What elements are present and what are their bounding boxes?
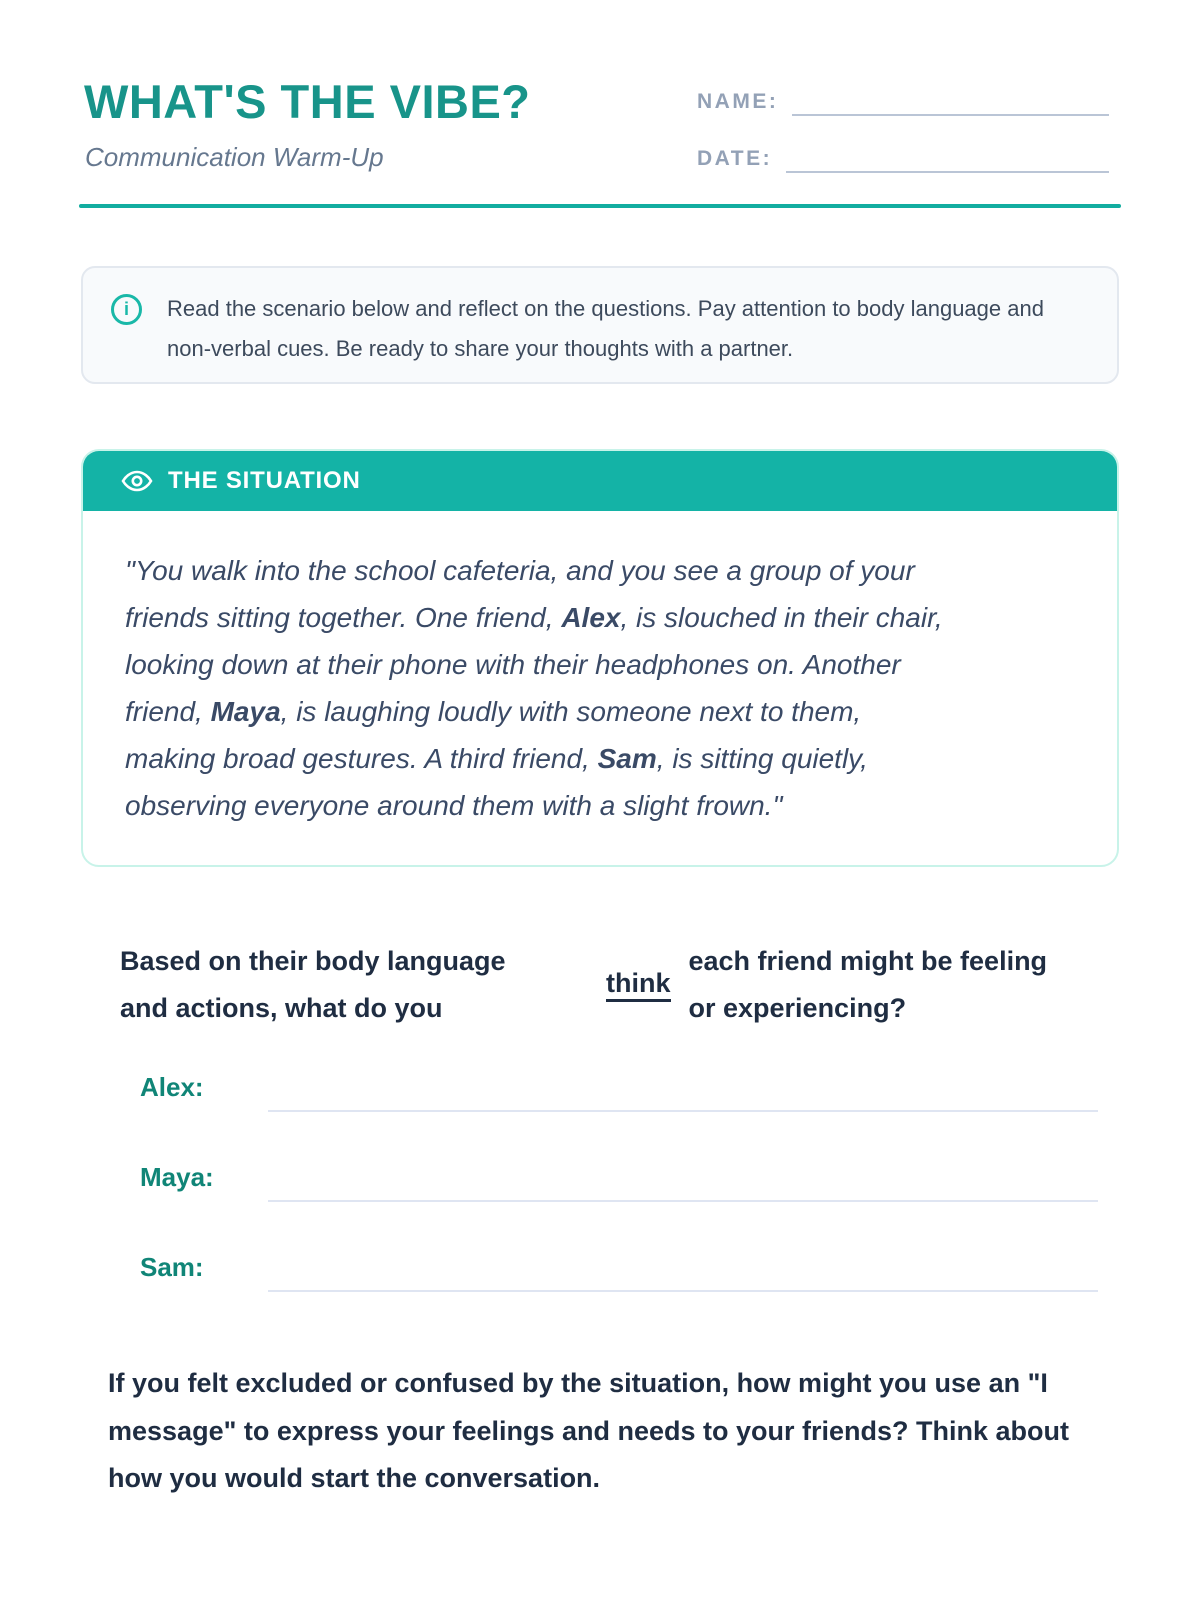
answer-row-alex: [140, 1072, 1098, 1112]
header-divider: [79, 204, 1121, 208]
eye-icon: [121, 469, 153, 493]
answer-label-sam: Sam:: [140, 1252, 204, 1282]
question-2: If you felt excluded or confused by the situation, how might you use an "I message" to express your feelings and needs to your friends? Think about how you would start the conversation.: [108, 1368, 1070, 1493]
answer-row-maya: [140, 1162, 1098, 1202]
situation-heading: THE SITUATION: [168, 467, 361, 494]
question-1-right: each friend might be feeling or experiencing?: [688, 946, 1048, 1023]
name-label: NAME:: [697, 90, 779, 113]
instructions-box: [81, 266, 1119, 384]
date-field-row: [697, 141, 1109, 173]
answer-label-alex: Alex:: [140, 1072, 204, 1102]
date-label: DATE:: [697, 147, 773, 170]
date-input-line[interactable]: [786, 141, 1109, 173]
question-1-left: Based on their body language and actions, what do you: [120, 946, 506, 1023]
page-subtitle: Communication Warm-Up: [85, 142, 384, 172]
question-1: [120, 938, 1082, 1032]
answer-row-sam: [140, 1252, 1098, 1292]
answer-label-maya: Maya:: [140, 1162, 214, 1192]
situation-text: "You walk into the school cafeteria, and you see a group of your friends sitting together. One friend, Alex, is slouched in their chair, looking down at their phone with their headphones on. Another friend, Maya, is laughing loudly with someone next to them, making broad gestures. A third friend, Sam, is sitting quietly, observing everyone around them with a slight frown.": [125, 555, 943, 821]
situation-card: [81, 449, 1119, 867]
name-input-line[interactable]: [792, 84, 1109, 116]
situation-header: [83, 451, 1117, 511]
instructions-text: Read the scenario below and reflect on the questions. Pay attention to body language and non-verbal cues. Be ready to share your thoughts with a partner.: [167, 296, 1044, 361]
name-field-row: [697, 84, 1109, 116]
answer-line-alex[interactable]: [268, 1072, 1098, 1112]
answer-line-maya[interactable]: [268, 1162, 1098, 1202]
name-date-fields: [697, 84, 1109, 198]
page-title: WHAT'S THE VIBE?: [84, 75, 531, 128]
answer-line-sam[interactable]: [268, 1252, 1098, 1292]
question-1-blank-word: think: [606, 968, 671, 1002]
info-icon: i: [111, 294, 142, 325]
